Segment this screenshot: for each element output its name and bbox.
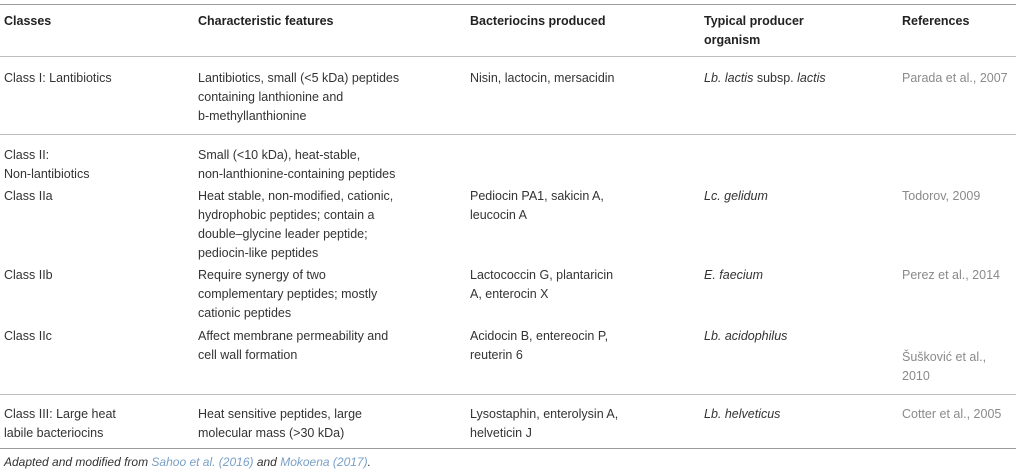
row-class-i-reference: Parada et al., 2007	[902, 71, 1008, 85]
row-class-iii-reference: Cotter et al., 2005	[902, 407, 1002, 421]
header-references: References	[902, 14, 970, 28]
row-class-iia-features: Heat stable, non-modified, cationic, hydrophobic peptides; contain a double–glycine leader peptide; pediocin-like peptides	[198, 189, 394, 260]
row-class-iia-reference: Todorov, 2009	[902, 189, 981, 203]
row-class-ii-features: Small (<10 kDa), heat-stable, non-lanthionine-containing peptides	[198, 148, 396, 181]
row-class-i-producer	[704, 69, 826, 88]
footnote-prefix: Adapted and modified from	[4, 455, 152, 469]
header-bottom-rule	[0, 56, 1016, 57]
producer-subspecies: lactis	[797, 71, 826, 85]
row-divider-1	[0, 134, 1016, 135]
row-class-iic-bacteriocins: Acidocin B, entereocin P, reuterin 6	[470, 329, 609, 362]
row-class-iib-reference: Perez et al., 2014	[902, 268, 1000, 282]
footnote-suffix: .	[367, 455, 371, 469]
producer-genus: Lb. lactis	[704, 71, 754, 85]
footnote-middle: and	[253, 455, 281, 469]
citation-link-sahoo[interactable]: Sahoo et al. (2016)	[151, 455, 254, 469]
table-top-rule	[0, 4, 1016, 5]
row-class-iii-features: Heat sensitive peptides, large molecular mass (>30 kDa)	[198, 407, 362, 440]
row-class-i-class: Class I: Lantibiotics	[4, 71, 112, 85]
row-class-iic-features: Affect membrane permeability and cell wall formation	[198, 329, 389, 362]
row-class-iia-bacteriocins: Pediocin PA1, sakicin A, leucocin A	[470, 189, 604, 222]
row-class-i-bacteriocins: Nisin, lactocin, mersacidin	[470, 71, 615, 85]
row-class-iia-producer: Lc. gelidum	[704, 189, 768, 203]
header-characteristic-features: Characteristic features	[198, 14, 334, 28]
row-class-i-features: Lantibiotics, small (<5 kDa) peptides containing lanthionine and b-methyllanthionine	[198, 71, 400, 123]
row-class-ii-class: Class II: Non-lantibiotics	[4, 148, 90, 181]
row-class-iii-class: Class III: Large heat labile bacteriocins	[4, 407, 116, 440]
row-class-iic-reference: Šušković et al., 2010	[902, 350, 987, 383]
header-typical-producer: Typical producer organism	[704, 14, 804, 47]
row-divider-2	[0, 394, 1016, 395]
row-class-iia-class: Class IIa	[4, 189, 53, 203]
header-bacteriocins-produced: Bacteriocins produced	[470, 14, 606, 28]
producer-subsp: subsp.	[753, 71, 798, 85]
row-class-iib-producer: E. faecium	[704, 268, 764, 282]
row-class-iic-class: Class IIc	[4, 329, 52, 343]
row-class-iib-bacteriocins: Lactococcin G, plantaricin A, enterocin X	[470, 268, 614, 301]
table-footnote	[4, 455, 371, 469]
row-class-iii-producer: Lb. helveticus	[704, 407, 781, 421]
citation-link-mokoena[interactable]: Mokoena (2017)	[280, 455, 368, 469]
table-bottom-rule	[0, 448, 1016, 449]
row-class-iib-features: Require synergy of two complementary peptides; mostly cationic peptides	[198, 268, 378, 320]
row-class-iic-producer: Lb. acidophilus	[704, 329, 788, 343]
header-classes: Classes	[4, 14, 52, 28]
row-class-iib-class: Class IIb	[4, 268, 53, 282]
row-class-iii-bacteriocins: Lysostaphin, enterolysin A, helveticin J	[470, 407, 619, 440]
